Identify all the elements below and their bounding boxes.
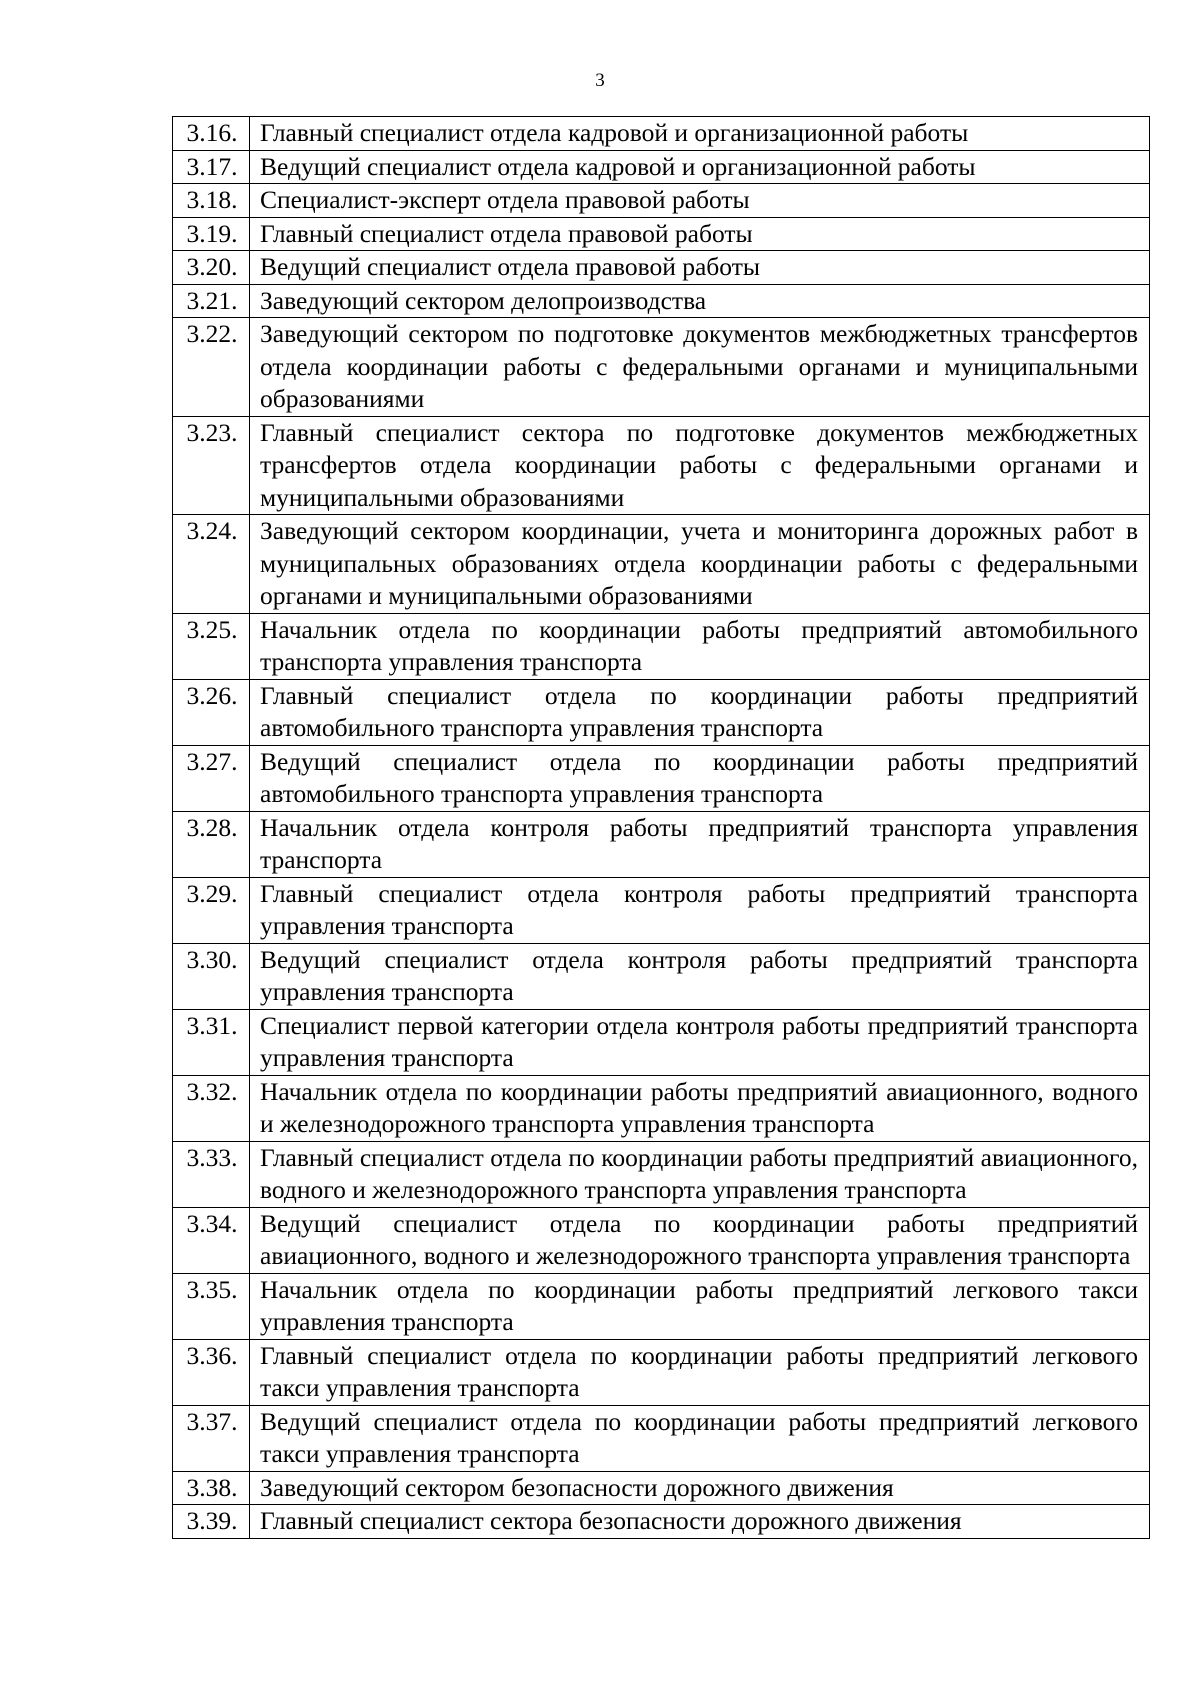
row-number: 3.29.: [173, 877, 250, 943]
row-number: 3.38.: [173, 1471, 250, 1505]
row-text: Специалист-эксперт отдела правовой работы: [250, 184, 1150, 218]
row-text: Ведущий специалист отдела контроля работы предприятий транспорта управления транспорта: [250, 943, 1150, 1009]
row-text: Главный специалист отдела контроля работы предприятий транспорта управления транспорта: [250, 877, 1150, 943]
row-number: 3.22.: [173, 318, 250, 417]
table-row: [173, 416, 1150, 515]
table-row: [173, 1075, 1150, 1141]
positions-table-body: [173, 117, 1150, 1539]
row-text: Главный специалист отдела правовой работы: [250, 217, 1150, 251]
table-row: [173, 1207, 1150, 1273]
row-text: Ведущий специалист отдела по координации работы предприятий авиационного, водного и железнодорожного транспорта управления транспорта: [250, 1207, 1150, 1273]
row-number: 3.27.: [173, 745, 250, 811]
row-text: Ведущий специалист отдела по координации работы предприятий легкового такси управления транспорта: [250, 1405, 1150, 1471]
table-row: [173, 515, 1150, 614]
row-text: Ведущий специалист отдела кадровой и организационной работы: [250, 150, 1150, 184]
row-text: Ведущий специалист отдела правовой работы: [250, 251, 1150, 285]
row-number: 3.16.: [173, 117, 250, 151]
table-row: [173, 745, 1150, 811]
row-number: 3.35.: [173, 1273, 250, 1339]
row-text: Главный специалист сектора безопасности дорожного движения: [250, 1505, 1150, 1539]
row-number: 3.33.: [173, 1141, 250, 1207]
table-row: [173, 1505, 1150, 1539]
row-number: 3.34.: [173, 1207, 250, 1273]
table-row: [173, 284, 1150, 318]
row-text: Начальник отдела по координации работы предприятий авиационного, водного и железнодорожного транспорта управления транспорта: [250, 1075, 1150, 1141]
table-row: [173, 1339, 1150, 1405]
row-text: Заведующий сектором координации, учета и мониторинга дорожных работ в муниципальных образованиях отдела координации работы с федеральными органами и муниципальными образованиями: [250, 515, 1150, 614]
row-text: Начальник отдела контроля работы предприятий транспорта управления транспорта: [250, 811, 1150, 877]
row-number: 3.25.: [173, 613, 250, 679]
table-row: [173, 1273, 1150, 1339]
table-row: [173, 1141, 1150, 1207]
positions-table: [172, 116, 1150, 1539]
row-text: Главный специалист отдела по координации работы предприятий авиационного, водного и железнодорожного транспорта управления транспорта: [250, 1141, 1150, 1207]
row-number: 3.23.: [173, 416, 250, 515]
row-number: 3.19.: [173, 217, 250, 251]
table-row: [173, 1405, 1150, 1471]
table-row: [173, 811, 1150, 877]
row-number: 3.18.: [173, 184, 250, 218]
row-text: Заведующий сектором безопасности дорожного движения: [250, 1471, 1150, 1505]
table-row: [173, 217, 1150, 251]
row-number: 3.20.: [173, 251, 250, 285]
row-number: 3.31.: [173, 1009, 250, 1075]
row-text: Начальник отдела по координации работы предприятий легкового такси управления транспорта: [250, 1273, 1150, 1339]
row-text: Главный специалист отдела по координации работы предприятий автомобильного транспорта управления транспорта: [250, 679, 1150, 745]
row-number: 3.17.: [173, 150, 250, 184]
row-number: 3.26.: [173, 679, 250, 745]
row-text: Специалист первой категории отдела контроля работы предприятий транспорта управления транспорта: [250, 1009, 1150, 1075]
table-row: [173, 1009, 1150, 1075]
row-text: Начальник отдела по координации работы предприятий автомобильного транспорта управления транспорта: [250, 613, 1150, 679]
page-number: 3: [595, 70, 605, 91]
row-number: 3.36.: [173, 1339, 250, 1405]
table-row: [173, 613, 1150, 679]
row-number: 3.24.: [173, 515, 250, 614]
table-row: [173, 150, 1150, 184]
row-text: Заведующий сектором по подготовке документов межбюджетных трансфертов отдела координации работы с федеральными органами и муниципальными образованиями: [250, 318, 1150, 417]
row-text: Главный специалист отдела по координации работы предприятий легкового такси управления транспорта: [250, 1339, 1150, 1405]
table-row: [173, 679, 1150, 745]
row-text: Заведующий сектором делопроизводства: [250, 284, 1150, 318]
table-row: [173, 1471, 1150, 1505]
table-row: [173, 943, 1150, 1009]
table-row: [173, 184, 1150, 218]
row-number: 3.32.: [173, 1075, 250, 1141]
row-text: Ведущий специалист отдела по координации работы предприятий автомобильного транспорта управления транспорта: [250, 745, 1150, 811]
row-text: Главный специалист отдела кадровой и организационной работы: [250, 117, 1150, 151]
table-row: [173, 318, 1150, 417]
row-number: 3.21.: [173, 284, 250, 318]
row-number: 3.37.: [173, 1405, 250, 1471]
table-row: [173, 877, 1150, 943]
row-number: 3.28.: [173, 811, 250, 877]
row-number: 3.30.: [173, 943, 250, 1009]
table-row: [173, 117, 1150, 151]
row-number: 3.39.: [173, 1505, 250, 1539]
table-row: [173, 251, 1150, 285]
row-text: Главный специалист сектора по подготовке документов межбюджетных трансфертов отдела координации работы с федеральными органами и муниципальными образованиями: [250, 416, 1150, 515]
